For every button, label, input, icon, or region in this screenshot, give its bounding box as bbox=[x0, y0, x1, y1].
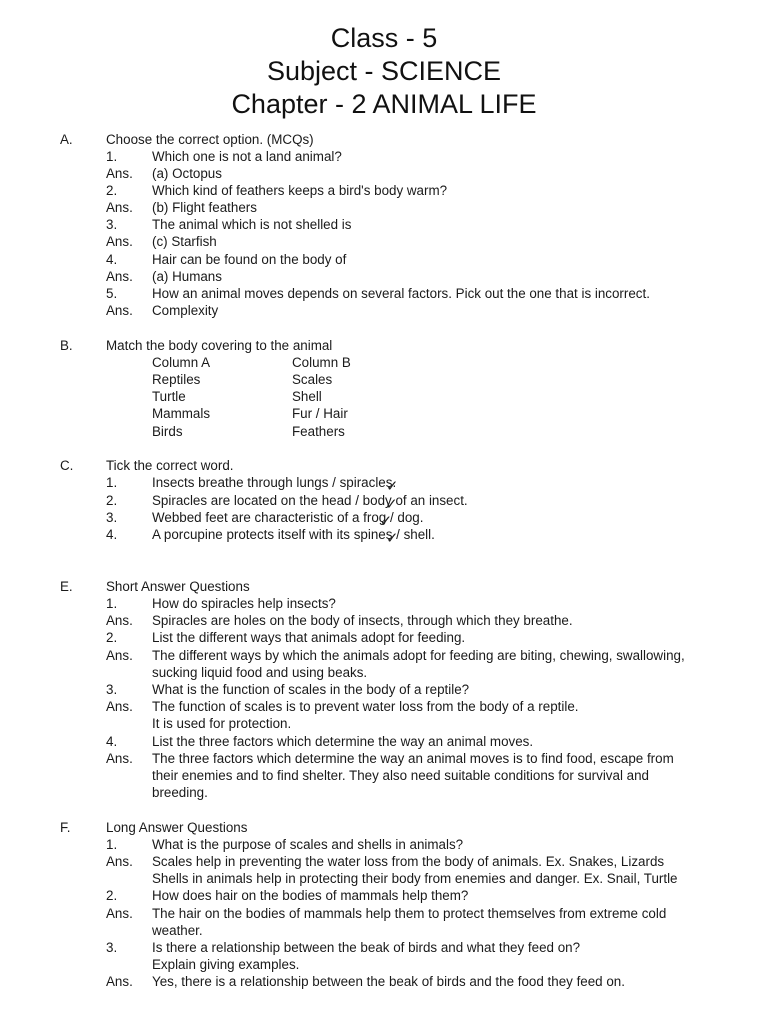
ans-label: Ans. bbox=[106, 906, 133, 921]
match-covering: Feathers bbox=[292, 424, 345, 439]
tick-sentence: Spiracles are located on the head / body ✓ of an insect. bbox=[152, 492, 468, 509]
mcq-answer: Complexity bbox=[152, 303, 219, 318]
section-a-letter: A. bbox=[60, 132, 73, 147]
tick-number: 3. bbox=[106, 510, 118, 525]
ans-label: Ans. bbox=[106, 648, 133, 663]
ans-label: Ans. bbox=[106, 751, 133, 766]
mcq-question: Which kind of feathers keeps a bird's body warm? bbox=[152, 183, 448, 198]
match-covering: Shell bbox=[292, 389, 322, 404]
answer-text: weather. bbox=[152, 923, 203, 938]
answer-text: The three factors which determine the way an animal moves is to find food, escape from bbox=[152, 751, 674, 766]
ans-label: Ans. bbox=[106, 699, 133, 714]
section-a-title: Choose the correct option. (MCQs) bbox=[106, 132, 314, 147]
mcq-answer: (b) Flight feathers bbox=[152, 200, 257, 215]
question-text: How do spiracles help insects? bbox=[152, 596, 336, 611]
chapter-title: Chapter - 2 ANIMAL LIFE bbox=[231, 89, 537, 119]
mcq-answer: (a) Octopus bbox=[152, 166, 222, 181]
question-number: 2. bbox=[106, 888, 118, 903]
answer-text: Shells in animals help in protecting their body from enemies and danger. Ex. Snail, Turtle bbox=[152, 871, 678, 886]
mcq-answer: (c) Starfish bbox=[152, 234, 217, 249]
match-animal: Mammals bbox=[152, 406, 211, 421]
match-covering: Fur / Hair bbox=[292, 406, 348, 421]
question-number: 3. bbox=[106, 682, 118, 697]
answer-text: their enemies and to find shelter. They also need suitable conditions for survival and bbox=[152, 768, 649, 783]
question-text: List the different ways that animals adopt for feeding. bbox=[152, 630, 466, 645]
class-title: Class - 5 bbox=[330, 23, 438, 53]
tick-number: 1. bbox=[106, 475, 118, 490]
mcq-number: 4. bbox=[106, 252, 118, 267]
match-covering: Scales bbox=[292, 372, 333, 387]
ans-label: Ans. bbox=[106, 854, 133, 869]
tick-mark-word: frog ✓ bbox=[363, 510, 386, 525]
tick-number: 4. bbox=[106, 527, 118, 542]
mcq-question: The animal which is not shelled is bbox=[152, 217, 352, 232]
subject-title: Subject - SCIENCE bbox=[266, 56, 502, 86]
question-number: 3. bbox=[106, 940, 118, 955]
answer-text: The different ways by which the animals adopt for feeding are biting, chewing, swallowing, bbox=[152, 648, 685, 663]
section-c-title: Tick the correct word. bbox=[106, 458, 234, 473]
match-animal: Birds bbox=[152, 424, 183, 439]
tick-sentence: Insects breathe through lungs / spiracles ✓. bbox=[152, 474, 396, 491]
tick-number: 2. bbox=[106, 493, 118, 508]
section-b-title: Match the body covering to the animal bbox=[106, 338, 333, 353]
tick-mark-word: spiracles ✓ bbox=[340, 475, 393, 490]
question-number: 2. bbox=[106, 630, 118, 645]
question-text: How does hair on the bodies of mammals help them? bbox=[152, 888, 469, 903]
question-text: Is there a relationship between the beak of birds and what they feed on? bbox=[152, 940, 581, 955]
question-text: What is the function of scales in the body of a reptile? bbox=[152, 682, 470, 697]
question-text: Explain giving examples. bbox=[152, 957, 300, 972]
column-b-header: Column B bbox=[292, 355, 351, 370]
section-f-letter: F. bbox=[60, 820, 71, 835]
match-animal: Turtle bbox=[152, 389, 186, 404]
tick-sentence: Webbed feet are characteristic of a frog ✓ / dog. bbox=[152, 509, 423, 526]
question-number: 1. bbox=[106, 837, 118, 852]
mcq-question: Hair can be found on the body of bbox=[152, 252, 347, 267]
section-b-letter: B. bbox=[60, 338, 73, 353]
section-e-title: Short Answer Questions bbox=[106, 579, 250, 594]
tick-mark-word: body ✓ bbox=[363, 493, 392, 508]
mcq-number: 1. bbox=[106, 149, 118, 164]
mcq-number: 3. bbox=[106, 217, 118, 232]
section-e-letter: E. bbox=[60, 579, 73, 594]
ans-label: Ans. bbox=[106, 613, 133, 628]
tick-sentence: A porcupine protects itself with its spines ✓ / shell. bbox=[152, 526, 435, 543]
ans-label: Ans. bbox=[106, 269, 133, 284]
mcq-question: How an animal moves depends on several factors. Pick out the one that is incorrect. bbox=[152, 286, 650, 301]
ans-label: Ans. bbox=[106, 303, 133, 318]
answer-text: The hair on the bodies of mammals help them to protect themselves from extreme cold bbox=[152, 906, 667, 921]
section-f-title: Long Answer Questions bbox=[106, 820, 248, 835]
answer-text: It is used for protection. bbox=[152, 716, 292, 731]
ans-label: Ans. bbox=[106, 234, 133, 249]
question-number: 1. bbox=[106, 596, 118, 611]
question-number: 4. bbox=[106, 734, 118, 749]
column-a-header: Column A bbox=[152, 355, 211, 370]
ans-label: Ans. bbox=[106, 200, 133, 215]
ans-label: Ans. bbox=[106, 166, 133, 181]
mcq-number: 2. bbox=[106, 183, 118, 198]
mcq-answer: (a) Humans bbox=[152, 269, 222, 284]
ans-label: Ans. bbox=[106, 974, 133, 989]
answer-text: Spiracles are holes on the body of insects, through which they breathe. bbox=[152, 613, 573, 628]
match-animal: Reptiles bbox=[152, 372, 201, 387]
tick-mark-word: spines ✓ bbox=[354, 527, 393, 542]
mcq-question: Which one is not a land animal? bbox=[152, 149, 342, 164]
answer-text: The function of scales is to prevent water loss from the body of a reptile. bbox=[152, 699, 579, 714]
answer-text: sucking liquid food and using beaks. bbox=[152, 665, 368, 680]
answer-text: Scales help in preventing the water loss from the body of animals. Ex. Snakes, Lizards bbox=[152, 854, 665, 869]
answer-text: Yes, there is a relationship between the beak of birds and the food they feed on. bbox=[152, 974, 625, 989]
section-c-letter: C. bbox=[60, 458, 74, 473]
answer-text: breeding. bbox=[152, 785, 208, 800]
question-text: List the three factors which determine the way an animal moves. bbox=[152, 734, 534, 749]
mcq-number: 5. bbox=[106, 286, 118, 301]
question-text: What is the purpose of scales and shells in animals? bbox=[152, 837, 464, 852]
